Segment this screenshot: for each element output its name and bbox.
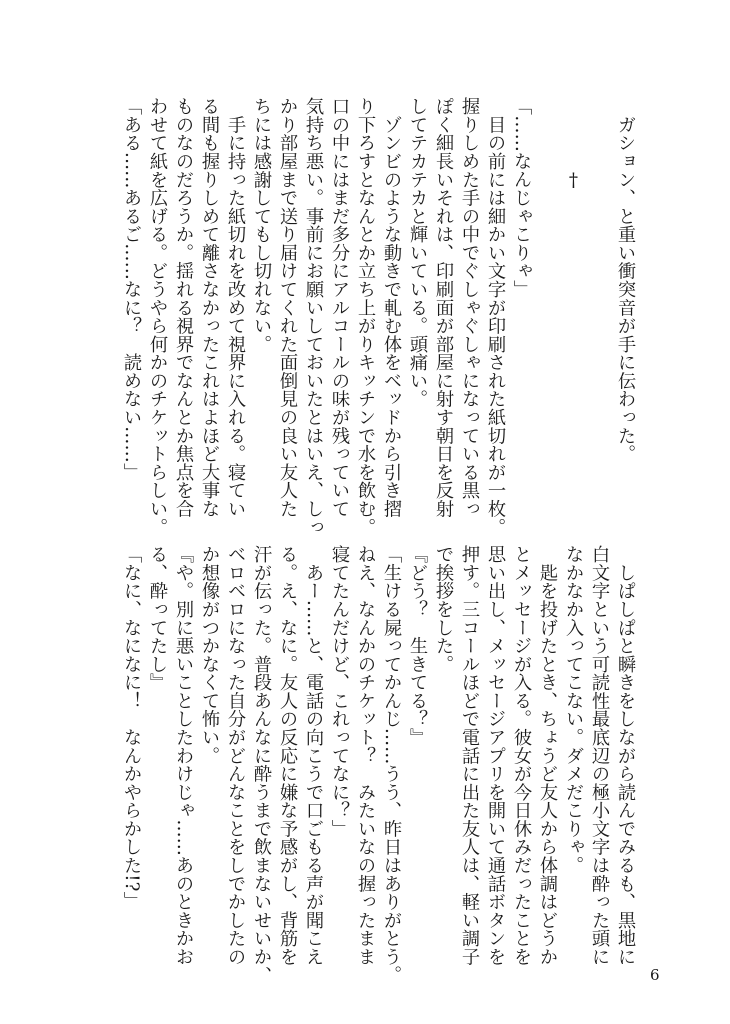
text-column: る、酔ってたし』	[147, 545, 168, 692]
text-column: 目の前には細かい文字が印刷された紙切れが一枚。	[485, 97, 506, 536]
text-column: ちには感謝してもし切れない。	[251, 97, 272, 354]
text-column: ベロベロになった自分がどんなことをしでかしたの	[225, 545, 246, 966]
text-column: で挨拶をした。	[433, 545, 454, 674]
text-column: 「ある……あるご……なに？ 読めない……」	[121, 97, 142, 482]
text-column: 「なに、なになに！ なんかやらかした!?」	[121, 545, 142, 910]
text-column: 『どう？ 生きてる？』	[407, 545, 428, 747]
text-column: 口の中にはまだ多分にアルコールの味が残っていて	[329, 97, 350, 518]
text-column: †	[563, 97, 584, 192]
text-column: 押す。三コールほどで電話に出た友人は、軽い調子	[459, 545, 480, 966]
text-column: 『や。別に悪いことしたわけじゃ……あのときかお	[173, 545, 194, 966]
text-column: ものなのだろうか。揺れる視界でなんとか焦点を合	[173, 97, 194, 518]
text-column: わせて紙を広げる。どうやら何かのチケットらしい。	[147, 97, 168, 536]
text-column: 白文字という可読性最底辺の極小文字は酔った頭に	[589, 545, 610, 966]
page-number: 6	[650, 966, 660, 984]
text-column: 思い出し、メッセージアプリを開いて通話ボタンを	[485, 545, 506, 966]
text-column: 手に持った紙切れを改めて視界に入れる。寝てい	[225, 97, 246, 518]
text-column: る。え、なに。友人の反応に嫌な予感がし、背筋を	[277, 545, 298, 966]
text-column: 匙を投げたとき、ちょうど友人から体調はどうか	[537, 545, 558, 966]
text-column: 寝てたんだけど、これってなに？」	[329, 545, 350, 838]
text-column: ぽく細長いそれは、印刷面が部屋に射す朝日を反射	[433, 97, 454, 518]
text-column: 「……なんじゃこりゃ」	[511, 97, 532, 299]
text-column: してテカテカと輝いている。頭痛い。	[407, 97, 428, 408]
text-column: る間も握りしめて離さなかったこれはよほど大事な	[199, 97, 220, 518]
text-column: かり部屋まで送り届けてくれた面倒見の良い友人た	[277, 97, 298, 518]
text-column: なかなか入ってこない。ダメだこりゃ。	[563, 545, 584, 875]
text-column: 握りしめた手の中でぐしゃぐしゃになっている黒っ	[459, 97, 480, 518]
text-column: 汗が伝った。普段あんなに酔うまで飲まないせいか、	[251, 545, 272, 984]
text-column: ガション、と重い衝突音が手に伝わった。	[615, 97, 636, 463]
text-column: とメッセージが入る。彼女が今日休みだったことを	[511, 545, 532, 966]
text-column: あー……と、電話の向こうで口ごもる声が聞こえ	[303, 545, 324, 966]
text-column: ゾンビのような動きで軋む体をベッドから引き摺	[381, 97, 402, 518]
text-column: ねえ、なんかのチケット？ みたいなの握ったまま	[355, 545, 376, 966]
text-column: か想像がつかなくて怖い。	[199, 545, 220, 765]
text-column: しぱしぱと瞬きをしながら読んでみるも、黒地に	[615, 545, 636, 966]
text-column: り下ろすとなんとか立ち上がりキッチンで水を飲む。	[355, 97, 376, 536]
text-column: 気持ち悪い。事前にお願いしておいたとはいえ、しっ	[303, 97, 324, 536]
text-column: 「生ける屍ってかんじ……うう、昨日はありがとう。	[381, 545, 402, 984]
